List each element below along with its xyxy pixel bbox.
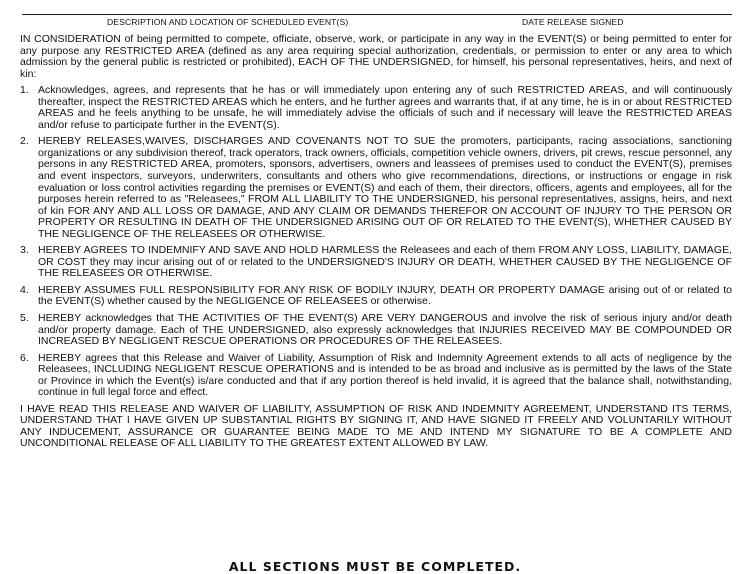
clause-number: 2.	[20, 135, 29, 148]
event-description-label: DESCRIPTION AND LOCATION OF SCHEDULED EVENT(S)	[107, 17, 349, 27]
intro-paragraph: IN CONSIDERATION of being permitted to compete, officiate, observe, work, or participate in any way in the EVENT(S) or being permitted to enter for any purpose any RESTRICTED AREA (defined as any area requiring special authorization, credentials, or permission to enter or any area to which admission by the general public is restricted or prohibited), EACH OF THE UNDERSIGNED, for himself, his personal representatives, heirs, and next of kin:	[20, 33, 732, 80]
clause-text: HEREBY RELEASES,WAIVES, DISCHARGES AND COVENANTS NOT TO SUE the promoters, participants, racing associations, sanctioning organizations or any subdivision thereof, track operators, track owners, officials, competition vehicle owners, drivers, pit crews, rescue personnel, any persons in any RESTRICTED AREA, promoters, sponsors, advertisers, owners and leassees of premises used to conduct the EVENT(S), premises and event inspectors, surveyors, underwriters, consultants and others who give recommendations, directions, or instructions or engage in risk evaluation or loss control activities regarding the premises or EVENT(S) and each of them, their directors, officers, agents and employees, all for the purposes herein referred to as "Releasees," FROM ALL LIABILITY TO THE UNDERSIGNED, his personal representatives, assigns, heirs, and next of kin FOR ANY AND ALL LOSS OR DAMAGE, AND ANY CLAIM OR DEMANDS THEREFOR ON ACCOUNT OF INJURY TO THE PERSON OR PROPERTY OR RESULTING IN DEATH OF THE UNDERSIGNED ARISING OUT OF OR RELATED TO THE EVENT(S), WHETHER CAUSED BY THE NEGLIGENCE OF THE RELEASEES OR OTHERWISE.	[38, 135, 732, 240]
clause-item	[20, 245, 732, 280]
clause-number: 4.	[20, 283, 29, 296]
clause-text: HEREBY ASSUMES FULL RESPONSIBILITY FOR ANY RISK OF BODILY INJURY, DEATH OR PROPERTY DAMAGE arising out of or related to the EVENT(S) whether caused by the NEGLIGENCE OF RELEASEES or otherwise.	[38, 283, 732, 308]
clause-item	[20, 85, 732, 131]
signature-line	[22, 14, 732, 15]
clause-text: HEREBY AGREES TO INDEMNIFY AND SAVE AND HOLD HARMLESS the Releasees and each of them FROM ANY LOSS, LIABILITY, DAMAGE, OR COST they may incur arising out of or related to the UNDERSIGNED'S INJURY OR DEATH, WHETHER CAUSED BY THE NEGLIGENCE OF THE RELEASEES OR OTHERWISE.	[38, 244, 732, 280]
date-signed-label: DATE RELEASE SIGNED	[522, 17, 624, 27]
clause-text: HEREBY acknowledges that THE ACTIVITIES OF THE EVENT(S) ARE VERY DANGEROUS and involve the risk of serious injury and/or death and/or property damage. Each of THE UNDERSIGNED, also expressly acknowledges that INJURIES RECEIVED MAY BE COMPOUNDED OR INCREASED BY NEGLIGENT RESCUE OPERATIONS OR PROCEDURES OF THE RELEASEES.	[38, 312, 732, 348]
clause-item	[20, 285, 732, 308]
clause-text: Acknowledges, agrees, and represents that he has or will immediately upon entering any of such RESTRICTED AREAS, and will continuously thereafter, inspect the RESTRICTED AREAS which he enters, and he further agrees and warrants that, if at any time, he is in or about RESTRICTED AREAS and he feels anything to be unsafe, he will immediately advise the officials of such and if necessary will leave the RESTRICTED AREAS and/or refuse to participate further in the EVENT(S).	[38, 84, 732, 131]
clause-number: 5.	[20, 312, 29, 325]
clause-item	[20, 353, 732, 399]
clause-item	[20, 313, 732, 348]
clause-item	[20, 136, 732, 240]
clause-number: 3.	[20, 244, 29, 257]
completion-notice: ALL SECTIONS MUST BE COMPLETED.	[228, 559, 522, 574]
release-document-body	[20, 34, 732, 454]
clause-number: 1.	[20, 84, 29, 97]
clause-text: HEREBY agrees that this Release and Waiver of Liability, Assumption of Risk and Indemnity Agreement extends to all acts of negligence by the Releasees, INCLUDING NEGLIGENT RESCUE OPERATIONS and is intended to be as broad and inclusive as is permitted by the laws of the State or Province in which the Event(s) is/are conducted and that if any portion thereof is held invalid, it is agreed that the balance shall, notwithstanding, continue in full legal force and effect.	[38, 351, 732, 399]
final-acknowledgement: I HAVE READ THIS RELEASE AND WAIVER OF LIABILITY, ASSUMPTION OF RISK AND INDEMNITY AGREEMENT, UNDERSTAND ITS TERMS, UNDERSTAND THAT I HAVE GIVEN UP SUBSTANTIAL RIGHTS BY SIGNING IT, AND HAVE SIGNED IT FREELY AND VOLUNTARILY WITHOUT ANY INDUCEMENT, ASSURANCE OR GUARANTEE BEING MADE TO ME AND INTEND MY SIGNATURE TO BE A COMPLETE AND UNCONDITIONAL RELEASE OF ALL LIABILITY TO THE GREATEST EXTENT ALLOWED BY LAW.	[20, 402, 732, 450]
clause-list	[20, 85, 732, 399]
clause-number: 6.	[20, 351, 29, 364]
